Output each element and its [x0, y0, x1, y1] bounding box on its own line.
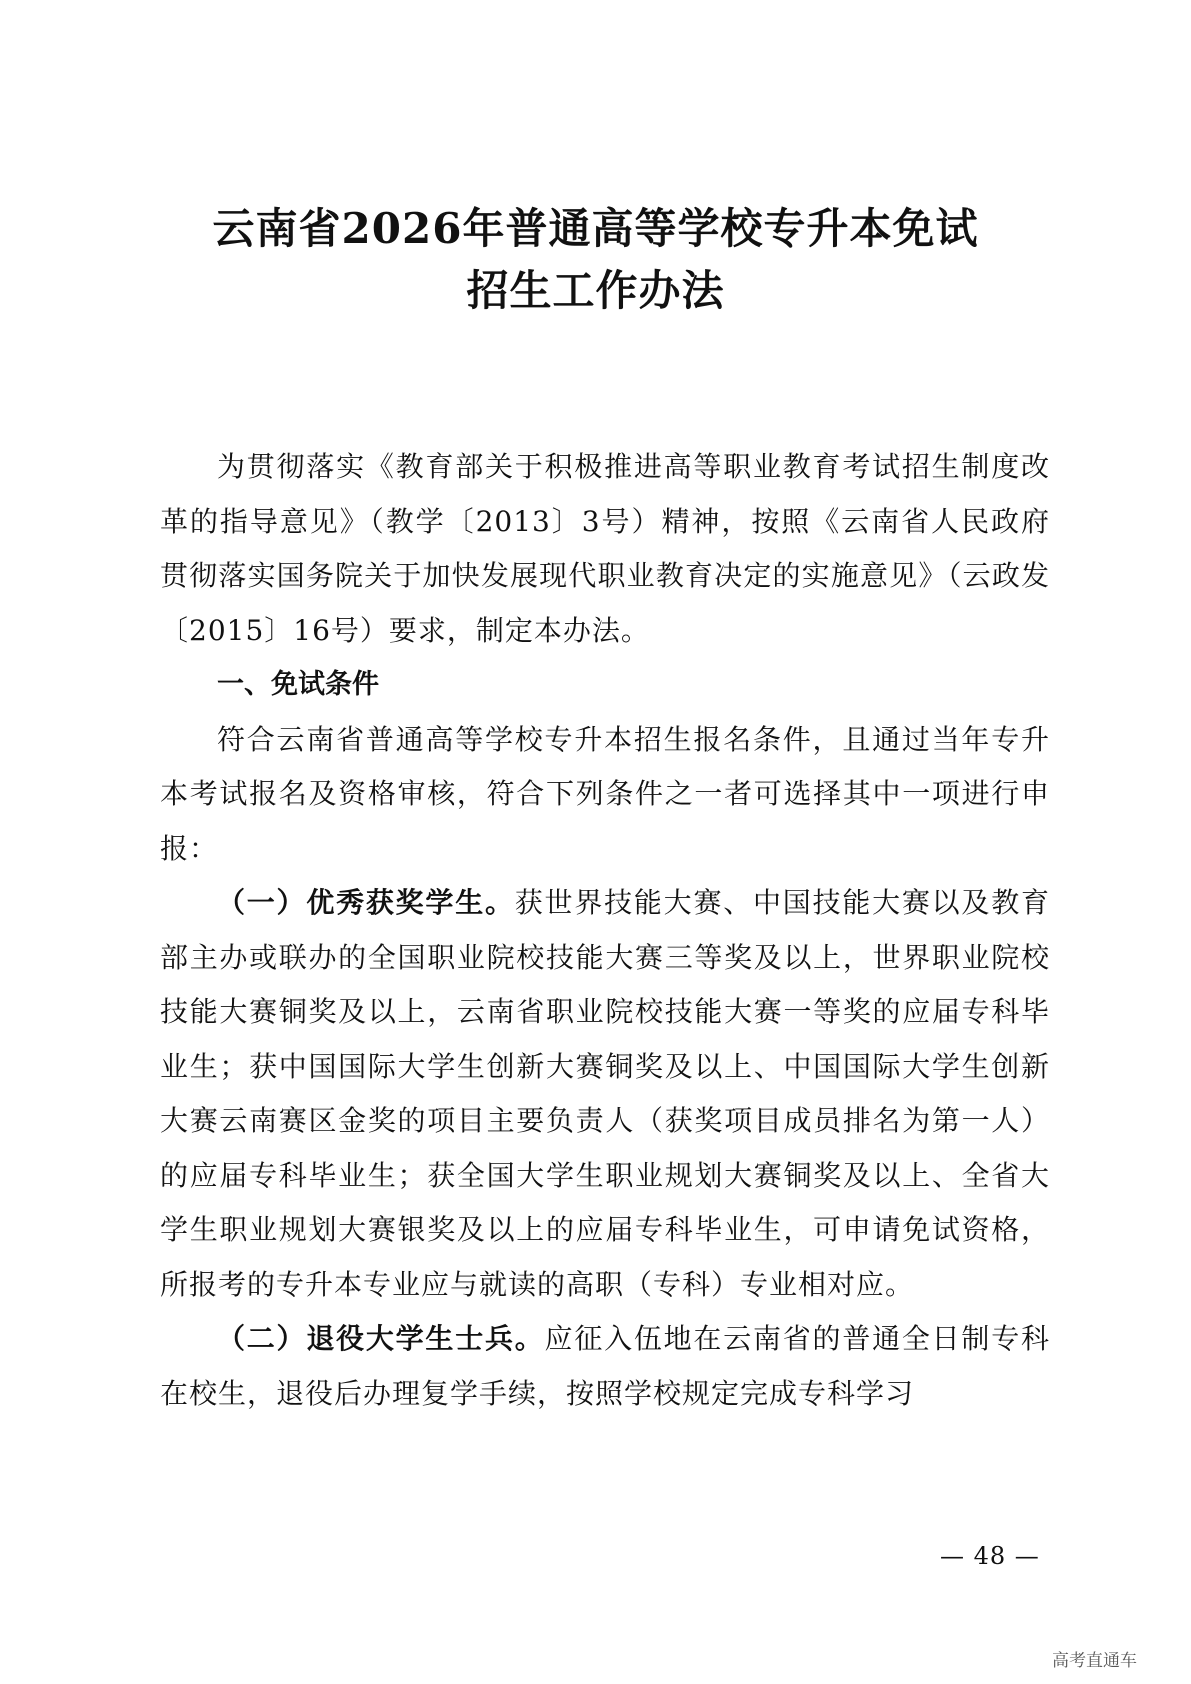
- item-1-text: 获世界技能大赛、中国技能大赛以及教育部主办或联办的全国职业院校技能大赛三等奖及以上，世界职业院校技能大赛铜奖及以上，云南省职业院校技能大赛一等奖的应届专科毕业生；获中国国际大学生创新大赛铜奖及以上、中国国际大学生创新大赛云南赛区金奖的项目主要负责人（获奖项目成员排名为第一人）的应届专科毕业生；获全国大学生职业规划大赛铜奖及以上、全省大学生职业规划大赛银奖及以上的应届专科毕业生，可申请免试资格，所报考的专升本专业应与就读的高职（专科）专业相对应。: [160, 886, 1050, 1301]
- item-1-lead: （一）优秀获奖学生。: [217, 886, 515, 919]
- document-body: [160, 440, 1050, 1421]
- watermark: 高考直通车: [1052, 1651, 1137, 1671]
- intro-paragraph: 为贯彻落实《教育部关于积极推进高等职业教育考试招生制度改革的指导意见》（教学〔2013〕3号）精神，按照《云南省人民政府贯彻落实国务院关于加快发展现代职业教育决定的实施意见》（云政发〔2015〕16号）要求，制定本办法。: [160, 450, 1050, 647]
- item-2-text: 应征入伍地在云南省的普通全日制专科在校生，退役后办理复学手续，按照学校规定完成专科学习: [160, 1322, 1050, 1410]
- section-heading-exemption-conditions: 一、免试条件: [217, 669, 379, 700]
- title-line-2: 招生工作办法: [466, 266, 725, 315]
- item-2-lead: （二）退役大学生士兵。: [217, 1322, 545, 1355]
- item-outstanding-award-students: [160, 876, 1050, 1312]
- item-retired-student-soldiers: [160, 1312, 1050, 1421]
- document-title: [0, 198, 1191, 322]
- page-number: — 48 —: [940, 1542, 1040, 1570]
- title-line-1: 云南省2026年普通高等学校专升本免试: [212, 204, 979, 253]
- conditions-paragraph: 符合云南省普通高等学校专升本招生报名条件，且通过当年专升本考试报名及资格审核，符合下列条件之一者可选择其中一项进行申报：: [160, 722, 1050, 865]
